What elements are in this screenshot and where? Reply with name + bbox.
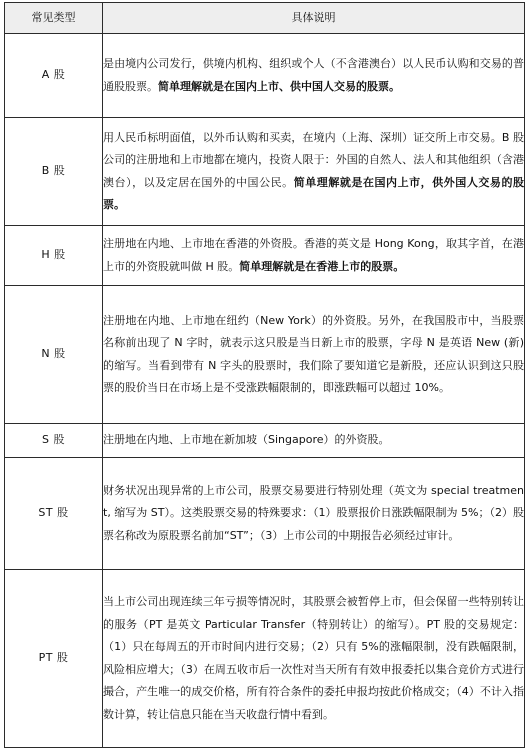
table-row-s-share — [5, 424, 525, 458]
description-cell — [103, 226, 525, 286]
description-text: 注册地在内地、上市地在新加坡（Singapore）的外资股。 — [103, 433, 390, 447]
table-row-a-share — [5, 34, 525, 118]
description-cell — [103, 424, 525, 458]
description-cell — [103, 118, 525, 226]
type-cell: B 股 — [5, 118, 103, 226]
type-cell: A 股 — [5, 34, 103, 118]
emphasis-text: 简单理解就是在国内上市，供外国人交易的股票。 — [103, 175, 525, 211]
description-text: 当上市公司出现连续三年亏损等情况时，其股票会被暂停上市，但会保留一些特别转让的服务（PT 是英文 Particular Transfer（特别转让）的缩写）。PT 股的交易规定：（1）只在每周五的开市时间内进行交易；（2）只有 5%的涨幅限制，没有跌幅限制，风险相应增大；（3）在周五收市后一次性对当天所有有效申报委托以集合竞价方式进行撮合，产生唯一的成交价格，所有符合条件的委托申报均按此价格成交；（4）不计入指数计算，转让信息只能在当天收盘行情中看到。 — [103, 595, 524, 721]
description-text: 注册地在内地、上市地在香港的外资股。香港的英文是 Hong Kong，取其字首，在港上市的外资股就叫做 H 股。 — [103, 237, 524, 273]
description-cell — [103, 34, 525, 118]
table-row-b-share — [5, 118, 525, 226]
description-text: 是由境内公司发行，供境内机构、组织或个人（不含港澳台）以人民币认购和交易的普通股股票。 — [103, 57, 524, 93]
header-type: 常见类型 — [5, 3, 103, 34]
header-row — [5, 3, 525, 34]
description-cell — [103, 286, 525, 424]
table-row-st-share — [5, 458, 525, 570]
type-cell: N 股 — [5, 286, 103, 424]
emphasis-text: 简单理解就是在香港上市的股票。 — [239, 259, 405, 273]
description-text: 用人民币标明面值，以外币认购和买卖，在境内（上海、深圳）证交所上市交易。B 股公司的注册地和上市地都在境内，投资人限于：外国的自然人、法人和其他组织（含港澳台），以及定居在国外的中国公民。 — [103, 130, 524, 189]
type-cell: PT 股 — [5, 570, 103, 748]
table-row-pt-share — [5, 570, 525, 748]
stock-types-table — [4, 2, 525, 748]
description-cell — [103, 570, 525, 748]
emphasis-text: 简单理解就是在国内上市、供中国人交易的股票。 — [158, 79, 400, 93]
type-cell: S 股 — [5, 424, 103, 458]
description-text: 财务状况出现异常的上市公司，股票交易要进行特别处理（英文为 special treatment, 缩写为 ST）。这类股票交易的特殊要求：（1）股票报价日涨跌幅限制为 5%；（2）股票名称改为原股票名前加“ST”；（3）上市公司的中期报告必须经过审计。 — [103, 483, 524, 542]
description-text: 注册地在内地、上市地在纽约（New York）的外资股。另外，在我国股市中，当股票名称前出现了 N 字时，就表示这只股是当日新上市的股票，字母 N 是英语 New (新) 的缩写。当看到带有 N 字头的股票时，我们除了要知道它是新股，还应认识到这只股票的股价当日在市场上是不受涨跌幅限制的，即涨跌幅可以超过 10%。 — [103, 313, 524, 394]
description-cell — [103, 458, 525, 570]
table-row-n-share — [5, 286, 525, 424]
type-cell: ST 股 — [5, 458, 103, 570]
header-description: 具体说明 — [103, 3, 525, 34]
table-row-h-share — [5, 226, 525, 286]
type-cell: H 股 — [5, 226, 103, 286]
